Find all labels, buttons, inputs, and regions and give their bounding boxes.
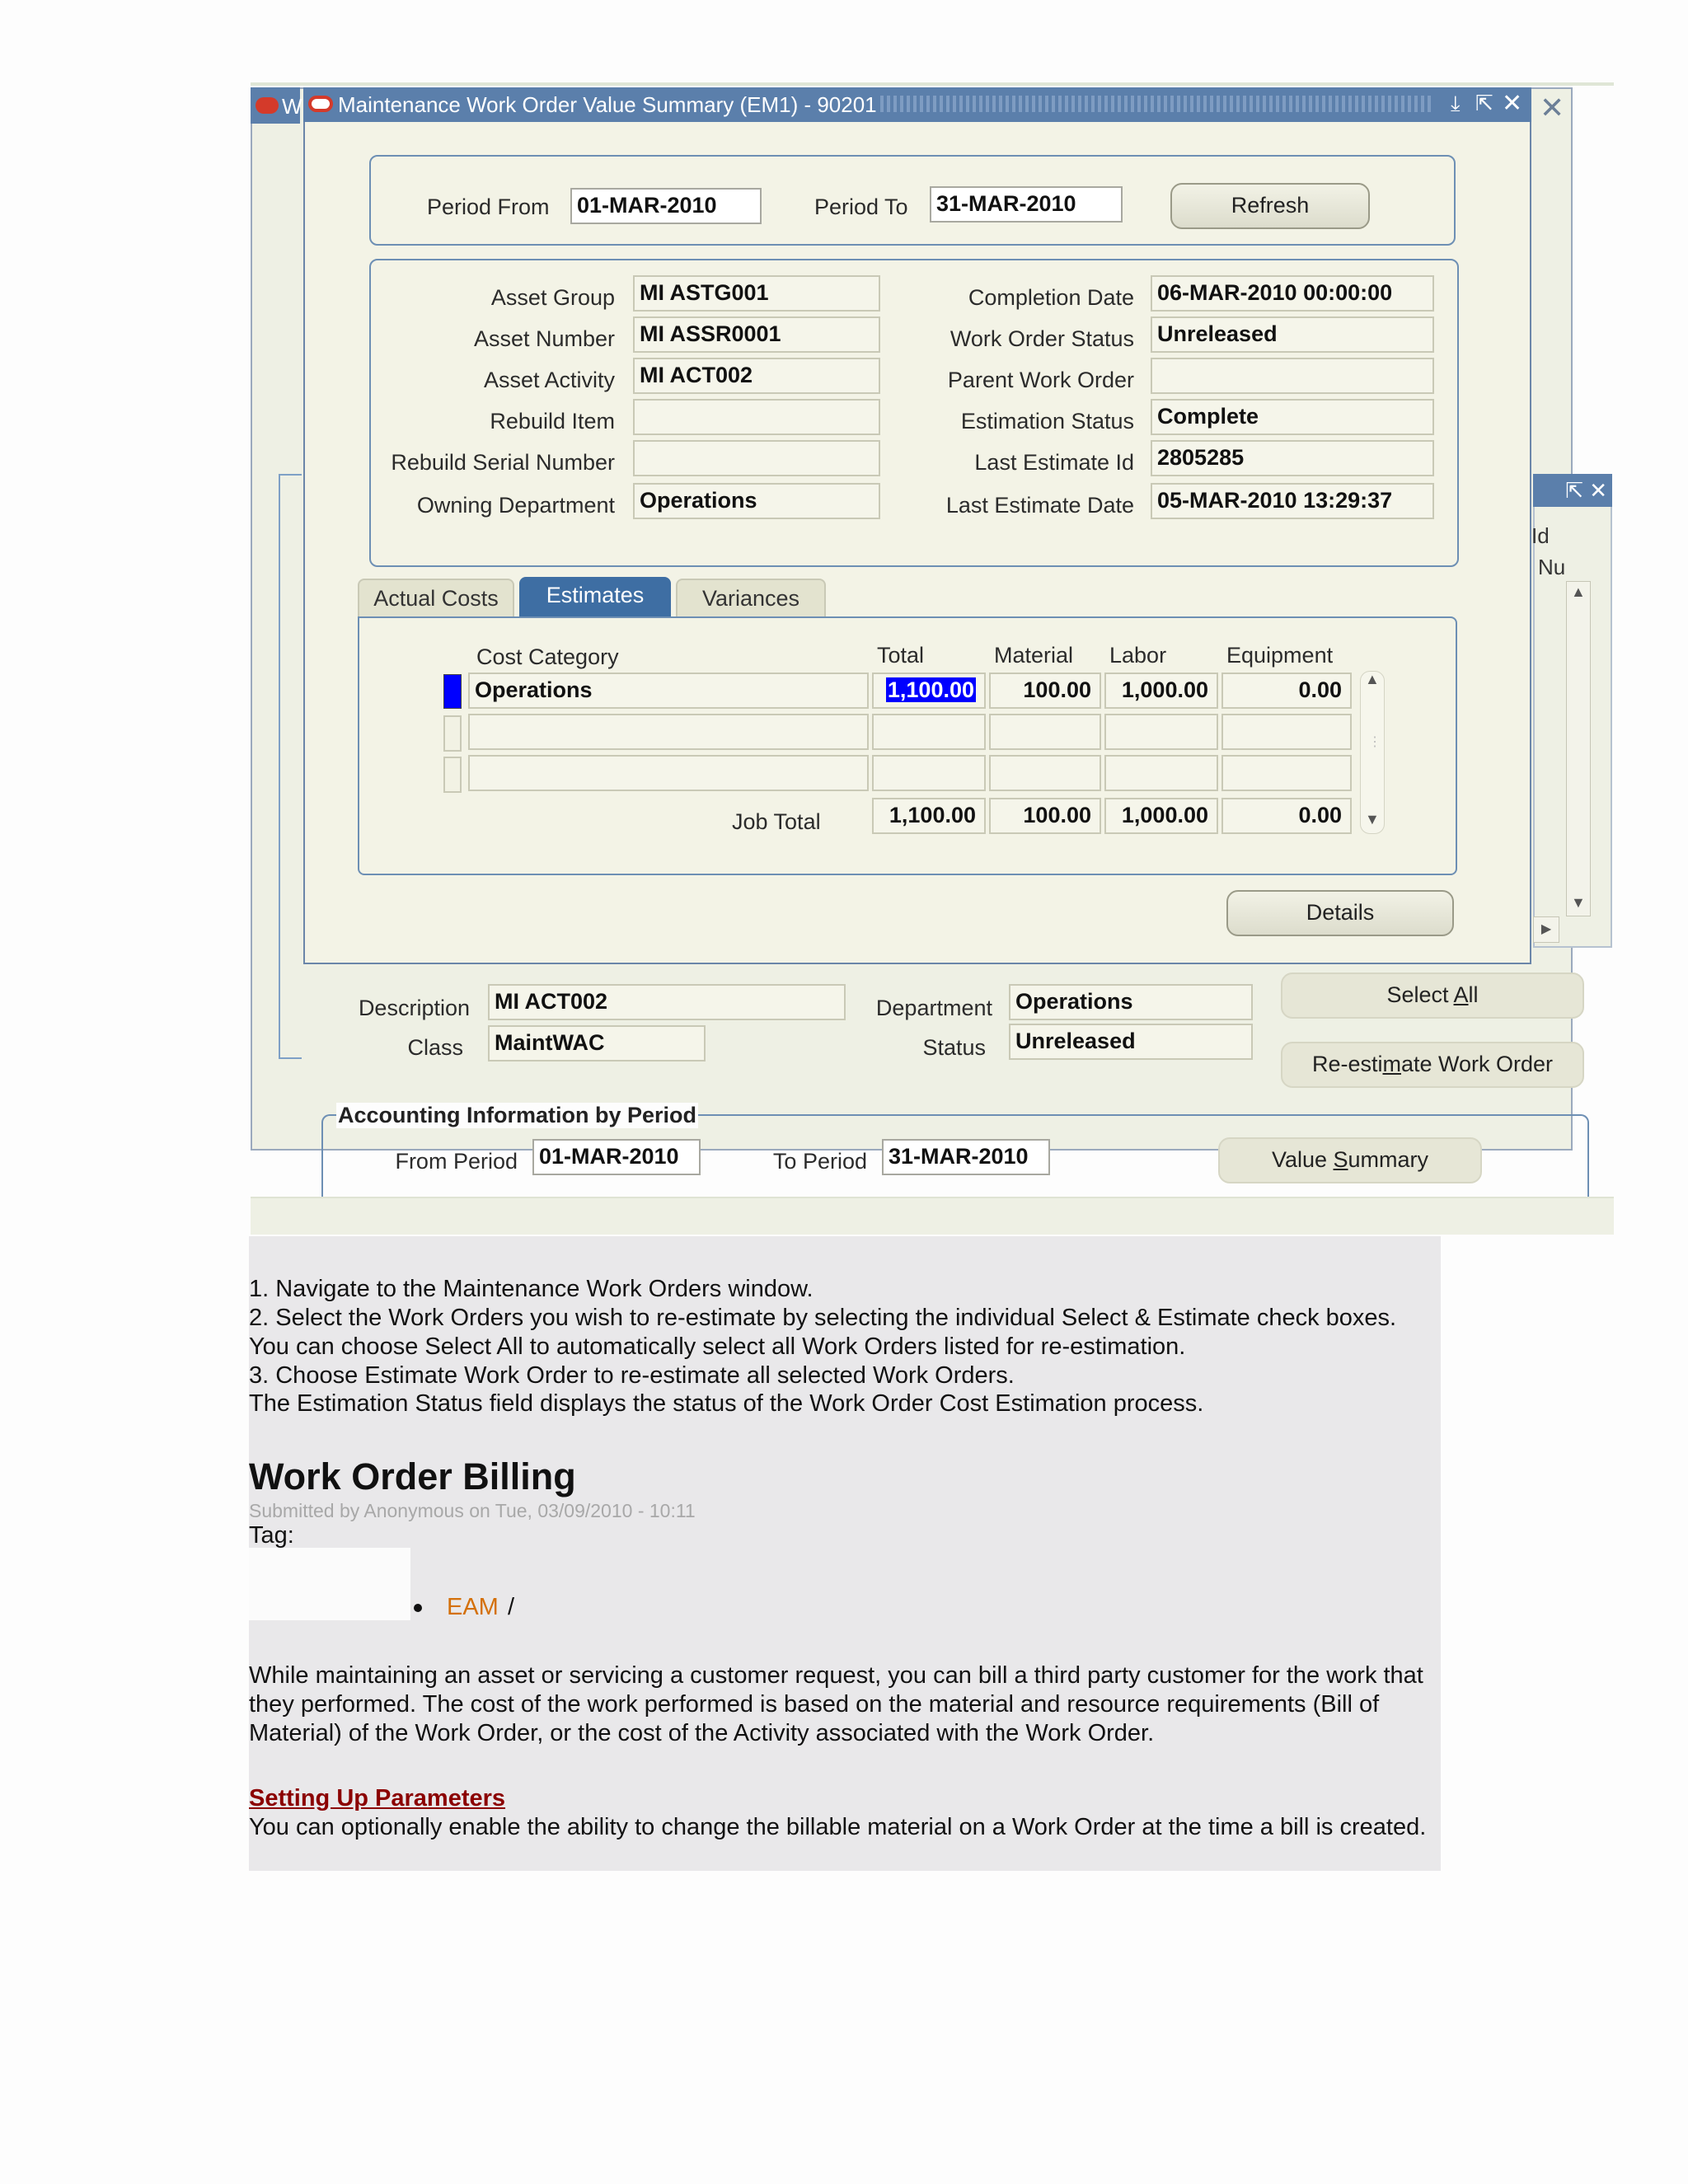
select-all-button[interactable] (1281, 972, 1584, 1019)
from-period-field[interactable]: 01-MAR-2010 (532, 1139, 701, 1175)
tag-separator: / (508, 1594, 515, 1620)
refresh-button[interactable]: Refresh (1170, 183, 1370, 229)
scroll-up-icon[interactable]: ▲ (1365, 671, 1380, 687)
scroll-up-icon[interactable]: ▲ (1571, 583, 1586, 600)
background-right-text-1: Id (1531, 523, 1550, 548)
status-value: Unreleased (1015, 1029, 1136, 1053)
maximize-icon[interactable]: ⇱ (1565, 478, 1590, 503)
asset-field-label: Asset Number (473, 326, 615, 351)
tab-variances[interactable]: Variances (676, 579, 826, 616)
from-period-label: From Period (395, 1149, 518, 1174)
asset-field-label: Asset Group (490, 285, 615, 310)
step-3: 3. Choose Estimate Work Order to re-estimate all selected Work Orders. (249, 1362, 1015, 1389)
description-field[interactable]: MI ACT002 (488, 984, 846, 1020)
cost-category-cell[interactable] (468, 755, 869, 791)
tag-whitebox (249, 1548, 410, 1620)
asset-field-label: Last Estimate Date (945, 493, 1134, 518)
equipment-cell[interactable] (1221, 755, 1352, 791)
asset-field-label: Parent Work Order (947, 368, 1134, 392)
submitted-by: Submitted by Anonymous on Tue, 03/09/2010 - 10:11 (249, 1500, 696, 1521)
asset-field-label: Completion Date (968, 285, 1134, 310)
row-indicator-selected[interactable] (443, 674, 462, 709)
select-all-label-pre: Select (1386, 982, 1454, 1007)
tag-label: Tag: (249, 1522, 294, 1549)
background-right-text-2: Nu (1538, 555, 1566, 579)
labor-cell[interactable] (1104, 714, 1218, 750)
re-estimate-work-order-button[interactable] (1281, 1042, 1584, 1088)
to-period-field[interactable]: 31-MAR-2010 (882, 1139, 1050, 1175)
asset-field-value[interactable]: 2805285 (1151, 440, 1434, 476)
class-field[interactable]: MaintWAC (488, 1025, 706, 1062)
article-heading: Work Order Billing (249, 1455, 576, 1497)
oracle-logo-icon (308, 96, 333, 112)
oracle-logo-icon (256, 97, 279, 114)
job-total-label: Job Total (732, 809, 821, 834)
period-to-field[interactable]: 31-MAR-2010 (930, 186, 1123, 223)
total-cell-selected-text: 1,100.00 (887, 677, 974, 702)
value-summary-mnemonic: S (1333, 1147, 1348, 1172)
tag-link-eam[interactable]: EAM (447, 1594, 499, 1620)
cost-category-cell[interactable] (468, 714, 869, 750)
description-label: Description (358, 996, 470, 1020)
job-total-labor: 1,000.00 (1104, 798, 1218, 834)
header-cost-category: Cost Category (476, 644, 619, 669)
job-total-total: 1,100.00 (872, 798, 986, 834)
to-period-label: To Period (772, 1149, 867, 1174)
close-icon[interactable]: ✕ (1540, 91, 1565, 124)
status-field[interactable] (1009, 1024, 1253, 1060)
background-right-scrollbar[interactable] (1566, 581, 1591, 916)
class-label: Class (407, 1035, 463, 1060)
material-cell[interactable] (989, 714, 1101, 750)
bullet-icon (414, 1604, 422, 1612)
period-from-label: Period From (427, 194, 550, 219)
equipment-cell[interactable]: 0.00 (1221, 673, 1352, 709)
step-2: 2. Select the Work Orders you wish to re-estimate by selecting the individual Select & Estimate check boxes. You can choose Select All to automatically select all Work Orders listed for re-estimation. (249, 1305, 1397, 1360)
select-all-mnemonic: A (1453, 982, 1469, 1007)
re-estimate-mnemonic: m (1382, 1052, 1401, 1076)
value-summary-button[interactable] (1218, 1137, 1482, 1183)
titlebar-texture (880, 96, 1432, 112)
header-material: Material (994, 643, 1074, 668)
header-labor: Labor (1109, 643, 1167, 668)
total-cell[interactable] (872, 755, 986, 791)
job-total-material: 100.00 (989, 798, 1101, 834)
labor-cell[interactable] (1104, 755, 1218, 791)
tab-actual-costs[interactable]: Actual Costs (358, 579, 514, 616)
re-estimate-label-pre: Re-esti (1311, 1052, 1383, 1076)
asset-field-label: Estimation Status (960, 409, 1134, 434)
background-right-titlebar (1533, 474, 1612, 507)
asset-field-label: Rebuild Item (490, 409, 615, 434)
row-indicator[interactable] (443, 757, 462, 793)
background-window-title: W (282, 94, 302, 119)
period-to-label: Period To (814, 194, 908, 219)
equipment-cell[interactable] (1221, 714, 1352, 750)
labor-cell[interactable]: 1,000.00 (1104, 673, 1218, 709)
scroll-thumb-icon[interactable]: ⋮ (1368, 735, 1381, 749)
material-cell[interactable] (989, 755, 1101, 791)
asset-field-label: Rebuild Serial Number (391, 450, 615, 475)
setting-up-parameters-link[interactable]: Setting Up Parameters (249, 1785, 506, 1811)
billing-paragraph: While maintaining an asset or servicing a customer request, you can bill a third party customer for the work that they performed. The cost of the work performed is based on the material and resource requirements (Bill of Material) of the Work Order, or the cost of the Activity associated with the Work Order. (249, 1662, 1423, 1746)
details-button[interactable]: Details (1226, 890, 1454, 936)
asset-field-label: Last Estimate Id (974, 450, 1134, 475)
asset-field-value[interactable] (633, 440, 880, 476)
status-label: Status (922, 1035, 986, 1060)
re-estimate-label-post: ate Work Order (1400, 1052, 1554, 1076)
cost-category-cell[interactable]: Operations (468, 673, 869, 709)
asset-field-value[interactable]: MI ACT002 (633, 358, 880, 394)
scroll-down-icon[interactable]: ▼ (1365, 811, 1380, 827)
job-total-equipment: 0.00 (1221, 798, 1352, 834)
scroll-right-icon[interactable]: ▶ (1533, 916, 1559, 943)
material-cell[interactable]: 100.00 (989, 673, 1101, 709)
total-cell[interactable] (872, 714, 986, 750)
asset-field-value[interactable]: Complete (1151, 399, 1434, 435)
parameters-paragraph: You can optionally enable the ability to change the billable material on a Work Order at the time a bill is created. (249, 1814, 1427, 1840)
window-bottom-edge (251, 1197, 1614, 1235)
background-left-panel-edge (279, 474, 302, 1059)
close-icon[interactable]: ✕ (1589, 478, 1607, 503)
asset-field-value[interactable]: Operations (633, 483, 880, 519)
top-edge-line (251, 82, 1614, 86)
header-total: Total (877, 643, 925, 668)
step-1: 1. Navigate to the Maintenance Work Orders window. (249, 1276, 814, 1302)
period-from-field[interactable]: 01-MAR-2010 (570, 188, 762, 224)
window-titlebar (303, 87, 1531, 122)
background-window-titlebar (251, 87, 300, 124)
tab-estimates[interactable]: Estimates (519, 577, 671, 616)
asset-field-label: Asset Activity (483, 368, 615, 392)
value-summary-label-post: ummary (1348, 1147, 1429, 1172)
window-title: Maintenance Work Order Value Summary (EM1) - 90201 (338, 92, 877, 117)
asset-field-label: Work Order Status (950, 326, 1134, 351)
header-equipment: Equipment (1226, 643, 1334, 668)
asset-field-label: Owning Department (416, 493, 615, 518)
estimation-note: The Estimation Status field displays the status of the Work Order Cost Estimation process. (249, 1390, 1204, 1417)
department-field[interactable]: Operations (1009, 984, 1253, 1020)
total-cell[interactable] (872, 673, 986, 709)
accounting-legend: Accounting Information by Period (338, 1103, 697, 1127)
asset-field-value[interactable]: MI ASSR0001 (633, 316, 880, 353)
department-label: Department (875, 996, 992, 1020)
asset-field-value[interactable] (633, 399, 880, 435)
asset-field-value[interactable]: Unreleased (1151, 316, 1434, 353)
scroll-down-icon[interactable]: ▼ (1571, 894, 1586, 911)
value-summary-label-pre: Value (1271, 1147, 1334, 1172)
asset-field-value[interactable]: MI ASTG001 (633, 275, 880, 312)
row-indicator[interactable] (443, 715, 462, 752)
minimize-icon[interactable]: ⤓ (1451, 91, 1461, 115)
asset-field-value[interactable] (1151, 358, 1434, 394)
asset-field-value[interactable]: 05-MAR-2010 13:29:37 (1151, 483, 1434, 519)
select-all-label-post: ll (1468, 982, 1479, 1007)
grid-scrollbar[interactable] (1360, 671, 1385, 834)
asset-field-value[interactable]: 06-MAR-2010 00:00:00 (1151, 275, 1434, 312)
maximize-icon[interactable]: ⇱ (1475, 91, 1493, 115)
close-icon[interactable]: ✕ (1502, 90, 1523, 117)
